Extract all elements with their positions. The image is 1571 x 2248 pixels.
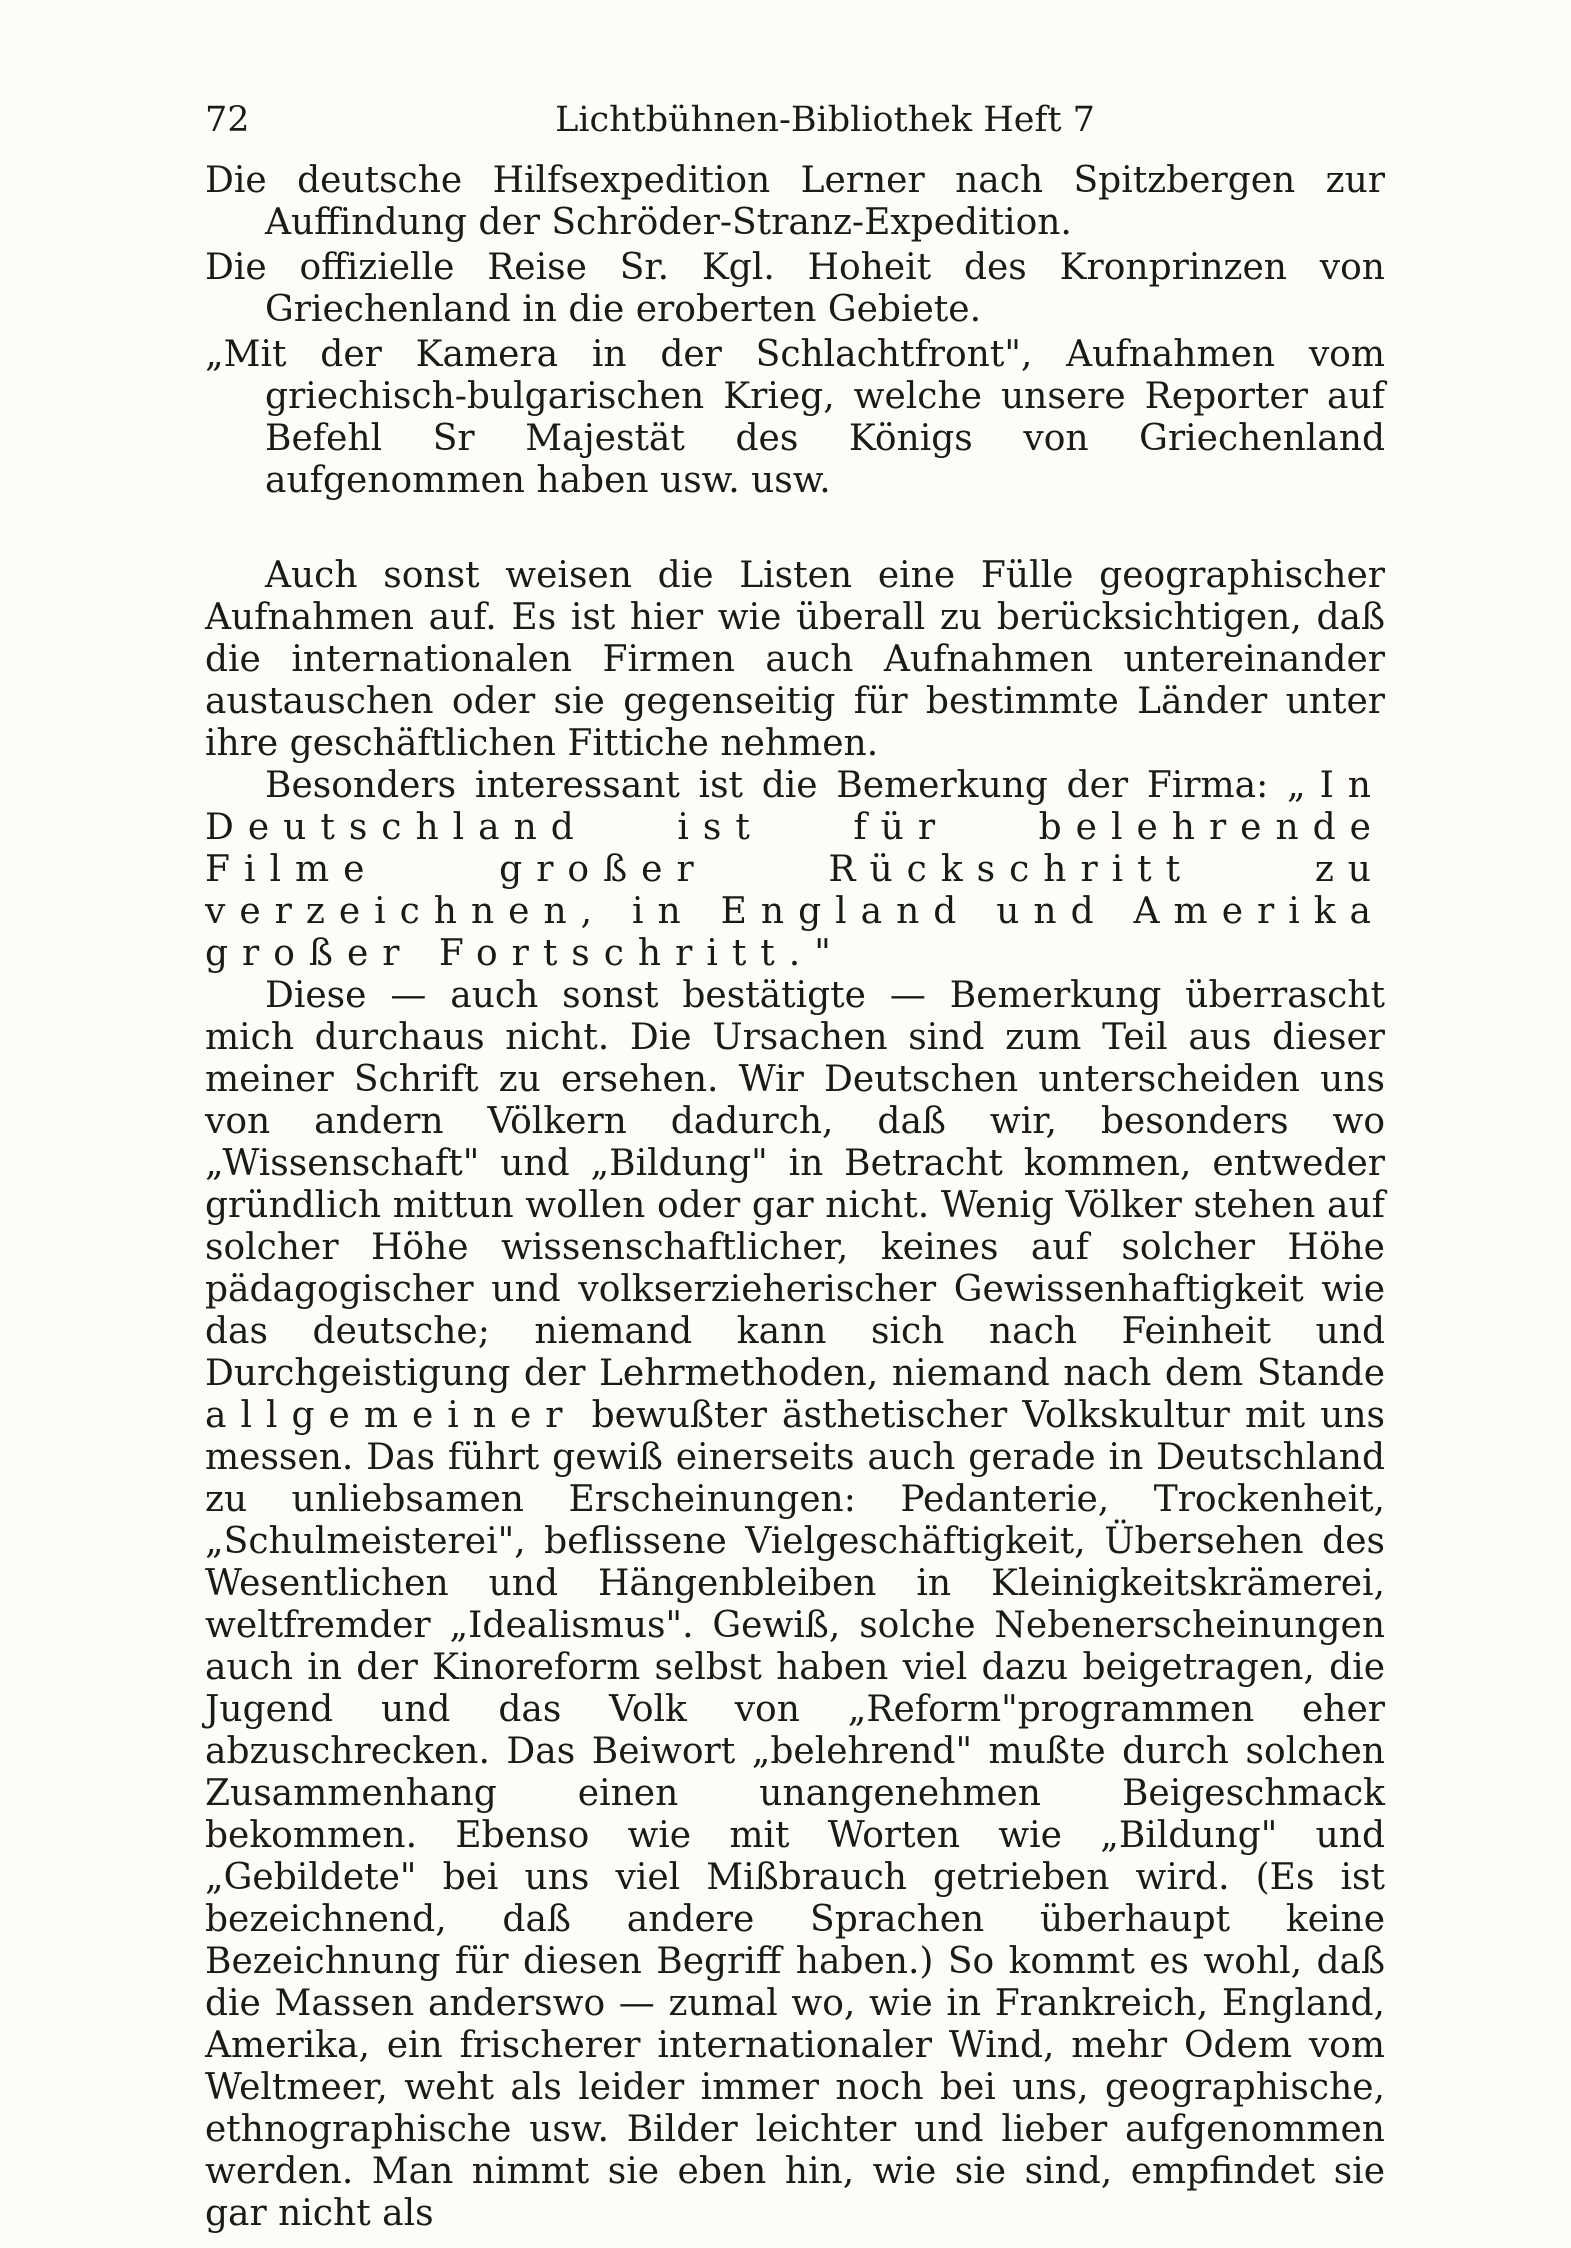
list-item: „Mit der Kamera in der Schlachtfront", Aufnahmen vom griechisch-bulgarischen Krieg, welche unsere Reporter auf Befehl Sr Majestät des Königs von Griechenland aufgenommen haben usw. usw.	[205, 334, 1385, 501]
body-text	[205, 555, 1385, 2235]
paragraph-3-part-2: bewußter ästhetischer Volkskultur mit uns messen. Das führt gewiß einerseits auch gerade in Deutschland zu unliebsamen Erscheinungen: Pedanterie, Trockenheit, „Schulmeisterei", beflissene Vielgeschäftigkeit, Übersehen des Wesentlichen und Hängenbleiben in Kleinigkeitskrämerei, weltfremder „Idealismus". Gewiß, solche Nebenerscheinungen auch in der Kinoreform selbst haben viel dazu beigetragen, die Jugend und das Volk von „Reform"programmen eher abzuschrecken. Das Beiwort „belehrend" mußte durch solchen Zusammenhang einen unangenehmen Beigeschmack bekommen. Ebenso wie mit Worten wie „Bildung" und „Gebildete" bei uns viel Mißbrauch getrieben wird. (Es ist bezeichnend, daß andere Sprachen überhaupt keine Bezeichnung für diesen Begriff haben.) So kommt es wohl, daß die Massen anderswo — zumal wo, wie in Frankreich, England, Amerika, ein frischerer internationaler Wind, mehr Odem vom Weltmeer, weht als leider immer noch bei uns, geographische, ethnographische usw. Bilder leichter und lieber aufgenommen werden. Man nimmt sie eben hin, wie sie sind, empfindet sie gar nicht als	[205, 1395, 1385, 2234]
paragraph-3	[205, 975, 1385, 2235]
paragraph-3-part-1: Diese — auch sonst bestätigte — Bemerkung überrascht mich durchaus nicht. Die Ursachen sind zum Teil aus dieser meiner Schrift zu ersehen. Wir Deutschen unterscheiden uns von andern Völkern dadurch, daß wir, besonders wo „Wissenschaft" und „Bildung" in Betracht kommen, entweder gründlich mittun wollen oder gar nicht. Wenig Völker stehen auf solcher Höhe wissenschaftlicher, keines auf solcher Höhe pädagogischer und volkserzieherischer Gewissenhaftigkeit wie das deutsche; niemand kann sich nach Feinheit und Durchgeistigung der Lehrmethoden, niemand nach dem Stande	[205, 975, 1385, 1394]
list-item: Die offizielle Reise Sr. Kgl. Hoheit des Kronprinzen von Griechenland in die eroberten Gebiete.	[205, 247, 1385, 330]
page-number: 72	[205, 100, 250, 140]
emphasized-word: allgemeiner	[205, 1395, 577, 1436]
firm-quote: „In Deutschland ist für belehrende Filme großer Rückschritt zu verzeichnen, in England und Amerika großer Fortschritt."	[205, 765, 1385, 974]
page-header	[205, 95, 1385, 145]
paragraph-2-lead: Besonders interessant ist die Bemerkung der Firma:	[265, 765, 1287, 806]
list-item: Die deutsche Hilfsexpedition Lerner nach Spitzbergen zur Auffindung der Schröder-Stranz-Expedition.	[205, 160, 1385, 243]
film-list	[205, 160, 1385, 505]
paragraph-1: Auch sonst weisen die Listen eine Fülle geographischer Aufnahmen auf. Es ist hier wie überall zu berücksichtigen, daß die internationalen Firmen auch Aufnahmen untereinander austauschen oder sie gegenseitig für bestimmte Länder unter ihre geschäftlichen Fittiche nehmen.	[205, 555, 1385, 764]
paragraph-2	[205, 765, 1385, 975]
running-head: Lichtbühnen-Bibliothek Heft 7	[555, 100, 1095, 140]
